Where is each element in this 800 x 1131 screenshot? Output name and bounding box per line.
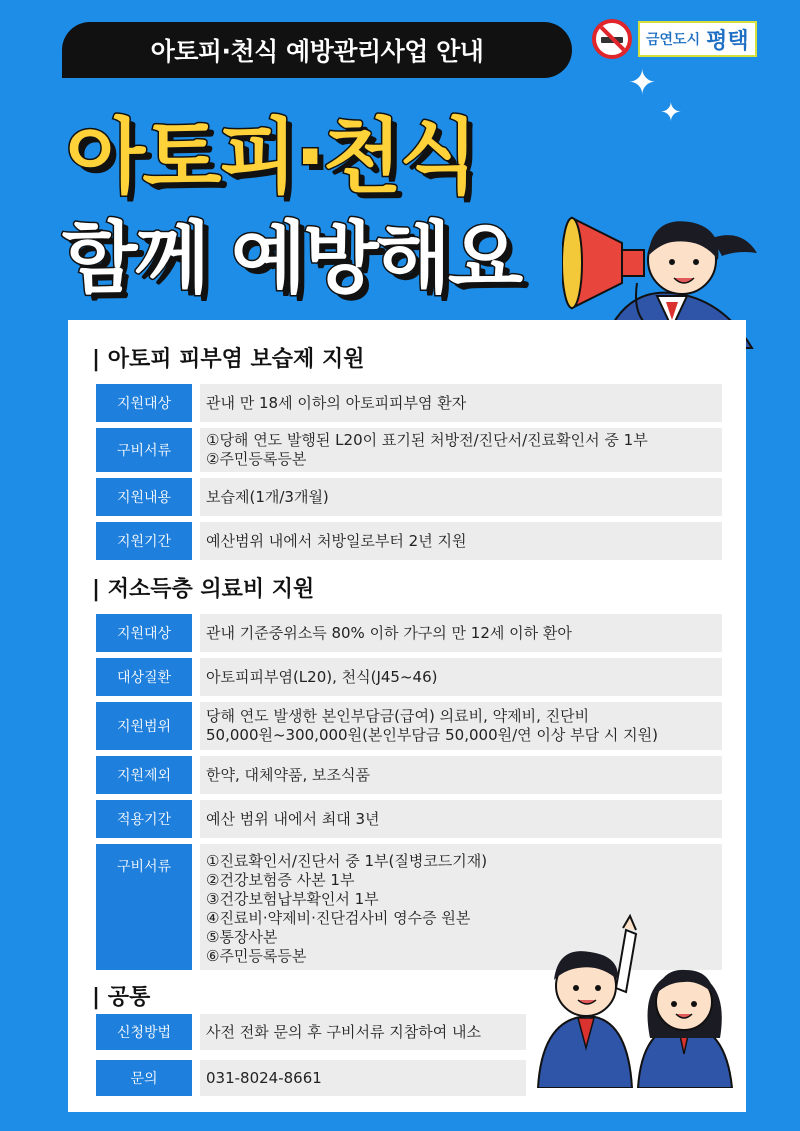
logo-text-box bbox=[638, 21, 757, 57]
pill-title: 아토피·천식 예방관리사업 안내 bbox=[150, 37, 484, 66]
no-smoking-icon bbox=[592, 19, 632, 59]
row-value: 관내 기준중위소득 80% 이하 가구의 만 12세 이하 환아 bbox=[200, 614, 722, 652]
row-label: 구비서류 bbox=[96, 844, 192, 970]
table-row bbox=[96, 478, 722, 516]
sparkle-icon: ✦ bbox=[660, 98, 682, 128]
table-row bbox=[96, 756, 722, 794]
students-illustration bbox=[528, 908, 738, 1088]
row-label: 대상질환 bbox=[96, 658, 192, 696]
logo-city-name: 평택 bbox=[706, 28, 749, 54]
section-title-common: | 공통 bbox=[92, 985, 151, 1010]
row-value: 보습제(1개/3개월) bbox=[200, 478, 722, 516]
row-value: 사전 전화 문의 후 구비서류 지참하여 내소 bbox=[200, 1014, 526, 1050]
table-row bbox=[96, 614, 722, 652]
row-value: 관내 만 18세 이하의 아토피피부염 환자 bbox=[200, 384, 722, 422]
table-row bbox=[96, 658, 722, 696]
table-row bbox=[96, 800, 722, 838]
row-label: 지원대상 bbox=[96, 614, 192, 652]
table-row bbox=[96, 1014, 526, 1050]
city-logo bbox=[592, 16, 772, 62]
table-row bbox=[96, 1060, 526, 1096]
row-value: 당해 연도 발생한 본인부담금(급여) 의료비, 약제비, 진단비 50,000원~300,000원(본인부담금 50,000원/연 이상 부담 시 지원) bbox=[200, 702, 722, 750]
row-value: 031-8024-8661 bbox=[200, 1060, 526, 1096]
row-label: 지원기간 bbox=[96, 522, 192, 560]
table-row bbox=[96, 522, 722, 560]
row-value: 한약, 대체약품, 보조식품 bbox=[200, 756, 722, 794]
row-value: 예산 범위 내에서 최대 3년 bbox=[200, 800, 722, 838]
table-row bbox=[96, 428, 722, 472]
row-label: 적용기간 bbox=[96, 800, 192, 838]
row-label: 지원내용 bbox=[96, 478, 192, 516]
row-label: 지원제외 bbox=[96, 756, 192, 794]
row-label: 문의 bbox=[96, 1060, 192, 1096]
row-label: 신청방법 bbox=[96, 1014, 192, 1050]
row-label: 지원범위 bbox=[96, 702, 192, 750]
section-title-atopy-moisturizer: | 아토피 피부염 보습제 지원 bbox=[92, 347, 365, 372]
headline-secondary: 함께 예방해요 bbox=[62, 214, 521, 304]
table-row bbox=[96, 702, 722, 750]
row-label: 지원대상 bbox=[96, 384, 192, 422]
row-value: 아토피피부염(L20), 천식(J45~46) bbox=[200, 658, 722, 696]
table-row bbox=[96, 384, 722, 422]
row-value: 예산범위 내에서 처방일로부터 2년 지원 bbox=[200, 522, 722, 560]
row-value: ①진료확인서/진단서 중 1부(질병코드기재) ②건강보험증 사본 1부 ③건강보험납부확인서 1부 ④진료비·약제비·진단검사비 영수증 원본 ⑤통장사본 ⑥주민등록등본 bbox=[200, 844, 722, 970]
header-pill bbox=[62, 22, 572, 78]
headline-primary: 아토피·천식 bbox=[66, 110, 476, 205]
section-title-low-income-medical: | 저소득층 의료비 지원 bbox=[92, 577, 315, 602]
sparkle-icon: ✦ bbox=[628, 63, 657, 103]
row-label: 구비서류 bbox=[96, 428, 192, 472]
row-value: ①당해 연도 발행된 L20이 표기된 처방전/진단서/진료확인서 중 1부 ②주민등록등본 bbox=[200, 428, 722, 472]
logo-subtitle: 금연도시 bbox=[646, 32, 701, 48]
